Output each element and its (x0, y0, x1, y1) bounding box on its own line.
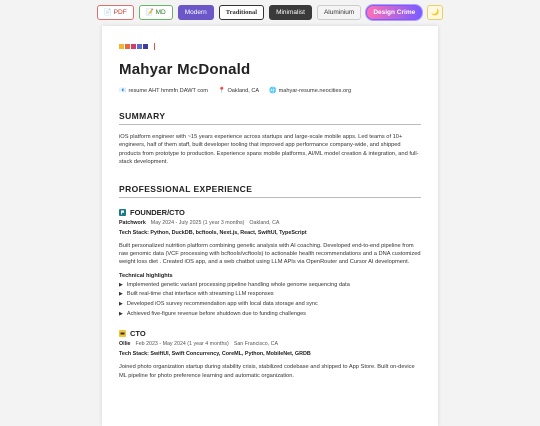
modern-style-button[interactable]: Modern (178, 5, 214, 20)
swatch (143, 44, 148, 49)
style-toolbar (0, 4, 540, 20)
highlight-text: Achieved five-figure revenue before shutdown due to funding challenges (126, 310, 306, 317)
tech-stack-list: SwiftUI, Swift Concurrency, CoreML, Python, MobileNet, GRDB (150, 351, 311, 358)
highlights-heading: Technical highlights (119, 272, 173, 279)
triangle-bullet-icon: ▶ (119, 301, 123, 308)
minimalist-style-button[interactable]: Minimalist (269, 5, 312, 20)
highlight-text: Implemented genetic variant processing pipeline handling whole genome sequencing data (126, 281, 350, 288)
resume-content (119, 43, 421, 380)
tech-stack (119, 351, 421, 357)
aluminium-style-button[interactable]: Aluminium (317, 5, 361, 20)
job-meta (119, 220, 421, 226)
tech-stack-label: Tech Stack: (119, 351, 149, 358)
highlight-text: Built real-time chat interface with streaming LLM responses (126, 291, 274, 298)
job-company: Patchwork (119, 219, 146, 226)
job-location: San Francisco, CA (233, 341, 278, 348)
resume-page (102, 26, 438, 426)
summary-heading: SUMMARY (119, 111, 421, 125)
design-crime-style-button[interactable]: Design Crime (366, 5, 422, 20)
highlight-item (119, 290, 421, 300)
highlights-list (119, 281, 421, 319)
triangle-bullet-icon: ▶ (119, 291, 123, 298)
contact-email (119, 87, 208, 94)
markdown-button[interactable]: 📝 MD (139, 5, 173, 20)
swatch (137, 44, 142, 49)
tech-stack-list: Python, DuckDB, bcftools, Next.js, React, SwiftUI, TypeScript (150, 229, 307, 236)
job-title (119, 329, 421, 338)
highlight-item (119, 281, 421, 291)
email-text: resume AHT hmmfn DAWT com (128, 87, 208, 94)
swatch (119, 44, 124, 49)
triangle-bullet-icon: ▶ (119, 281, 123, 288)
job-dates: May 2024 - July 2025 (1 year 3 months) (150, 219, 245, 226)
job-entry (119, 329, 421, 380)
job-description: Built personalized nutrition platform combining genetic analysis with AI coaching. Developed end-to-end pipeline from raw genomic data (VCF processing with bcftools/vcftools) to actionable health recommendations and a DNA customized weight loss diet . Created iOS app, and a web chatbot using LLM APIs via OpenRouter and Cursor AI development. (119, 242, 421, 266)
highlight-text: Developed iOS survey recommendation app with local data storage and sync (126, 301, 318, 308)
pdf-button[interactable]: 📄 PDF (97, 5, 134, 20)
patchwork-logo-icon (119, 209, 126, 216)
swatch (131, 44, 136, 49)
job-meta (119, 341, 421, 347)
highlight-item (119, 300, 421, 310)
email-icon: 📧 (119, 88, 127, 94)
globe-icon: 🌐 (269, 88, 277, 94)
job-location: Oakland, CA (249, 219, 280, 226)
resume-name: Mahyar McDonald (119, 61, 251, 78)
job-title-text: CTO (130, 329, 146, 339)
moon-icon: 🌙 (431, 8, 440, 16)
website-link[interactable]: mahyar-resume.neocities.org (278, 87, 352, 94)
job-title-text: FOUNDER/CTO (130, 207, 185, 217)
location-text: Oakland, CA (227, 87, 260, 94)
contact-info (119, 87, 421, 94)
job-entry (119, 208, 421, 320)
highlight-item (119, 310, 421, 320)
contact-location (218, 87, 259, 94)
triangle-bullet-icon: ▶ (119, 310, 123, 317)
location-pin-icon: 📍 (217, 88, 226, 94)
summary-text: iOS platform engineer with ~15 years experience across startups and large-scale mobile apps. Led teams of 10+ engineers, half of them staff, built developer tooling that improved app performance company-wide, and shipped products from prototype to production. Experience spans mobile platforms, AI/ML model creation & integration, and full-stack development. (119, 134, 419, 166)
experience-heading: PROFESSIONAL EXPERIENCE (119, 184, 421, 198)
tech-stack (119, 230, 421, 236)
traditional-style-button[interactable]: Traditional (219, 5, 264, 20)
job-company: Ollie (119, 341, 131, 348)
tech-stack-label: Tech Stack: (119, 229, 149, 236)
job-title (119, 208, 421, 217)
color-swatches (119, 43, 421, 49)
contact-website[interactable] (269, 87, 351, 94)
swatch (125, 44, 130, 49)
job-dates: Feb 2023 - May 2024 (1 year 4 months) (135, 341, 229, 348)
dark-mode-toggle[interactable] (427, 5, 443, 20)
ollie-logo-icon (119, 330, 126, 337)
swatch-divider (154, 43, 155, 50)
job-description: Joined photo organization startup during stability crisis, stabilized codebase and shipped to App Store. Built on-device ML pipeline for photo preference learning and automatic organization. (119, 364, 415, 379)
